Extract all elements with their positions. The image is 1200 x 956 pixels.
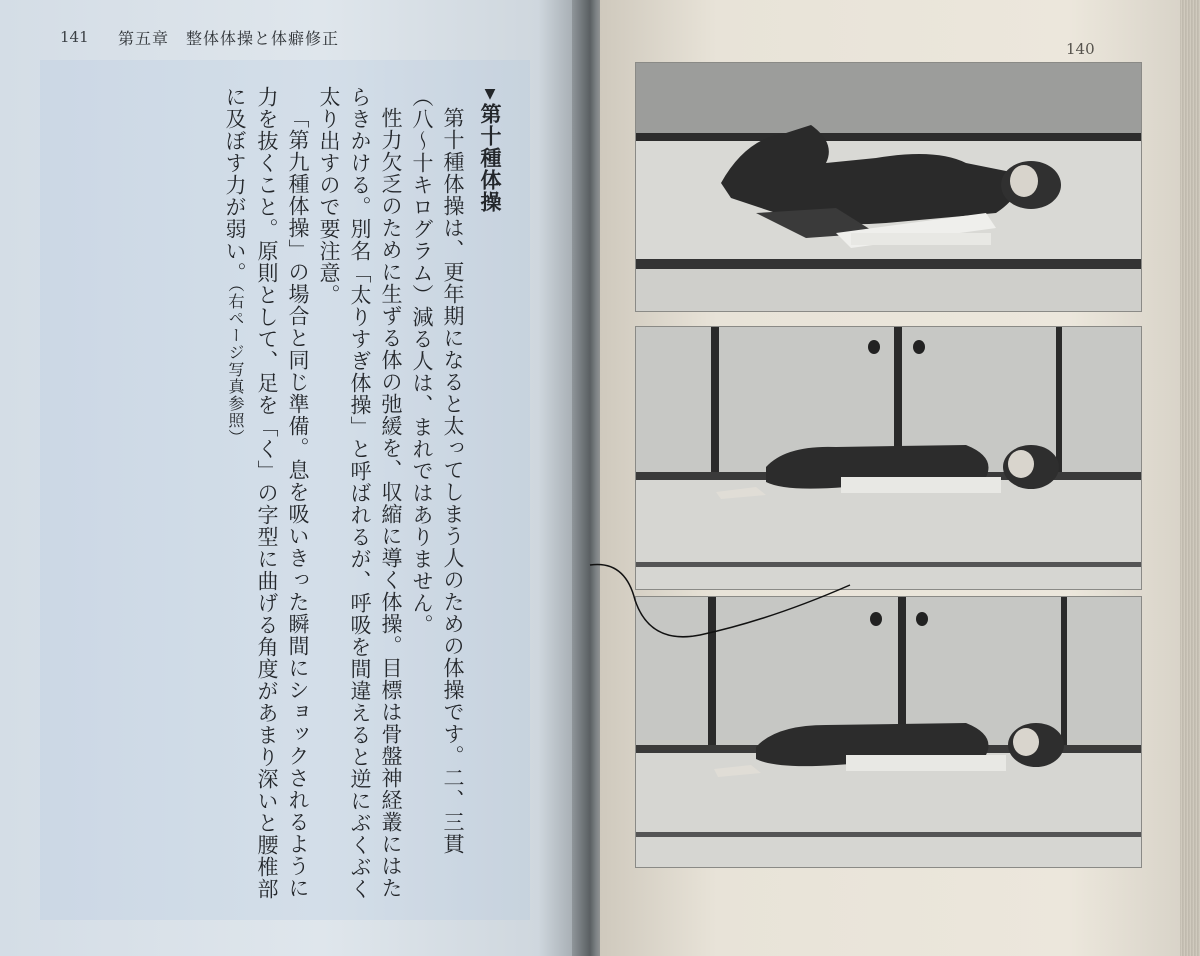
photo-reference-note: （右ページ写真参照） — [226, 284, 245, 446]
paragraph-3-text: 「第九種体操」の場合と同じ準備。息を吸いきった瞬間にショックされるように力を抜くこと。原則として、足を「く」の字型に曲げる角度があまり深いと腰椎部に及ぼす力が弱い。 — [223, 86, 310, 900]
running-head: 第五章 整体体操と体癖修正 — [118, 29, 340, 48]
section-title — [474, 86, 505, 906]
triangle-marker-icon: ▼ — [482, 86, 498, 103]
section-title-text: 第十種体操 — [478, 103, 502, 213]
right-page — [600, 0, 1185, 956]
body-text — [219, 86, 505, 906]
page-edge — [1180, 0, 1200, 956]
page-number-left: 141 — [60, 28, 89, 46]
paragraph-3 — [219, 86, 313, 906]
exercise-photo-1 — [635, 62, 1142, 312]
paragraph-2: 性力欠乏のために生ずる体の弛緩を、収縮に導く体操。目標は骨盤神経叢にはたらきかける。別名「太りすぎ体操」と呼ばれるが、呼吸を間違えると逆にぶくぶく太り出すので要注意。 — [317, 86, 403, 900]
exercise-photo-3 — [635, 596, 1142, 868]
page-number-right: 140 — [1066, 40, 1095, 58]
left-page — [0, 0, 585, 956]
exercise-photo-2 — [635, 326, 1142, 590]
paragraph-1: 第十種体操は、更年期になると太ってしまう人のための体操です。二、三貫（八〜十キログラム）減る人は、まれではありません。 — [410, 86, 465, 855]
